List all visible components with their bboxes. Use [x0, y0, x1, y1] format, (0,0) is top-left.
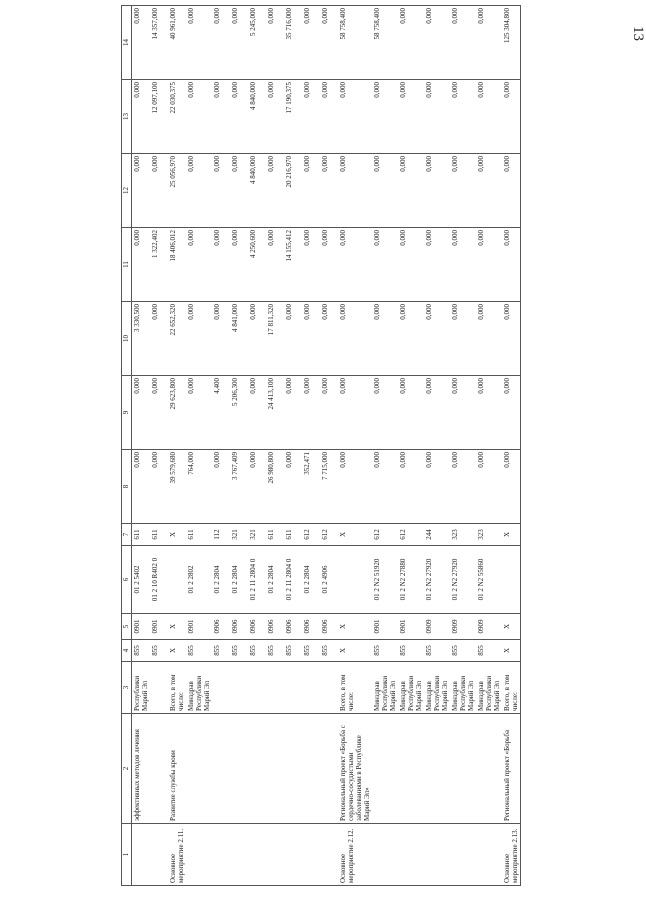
- table-cell: 0,000: [372, 80, 398, 154]
- table-cell: 0,000: [476, 376, 502, 450]
- table-cell: 611: [266, 524, 284, 546]
- table-cell: 0,000: [424, 154, 450, 228]
- table-cell: 855: [476, 640, 502, 662]
- table-cell: 0,000: [372, 376, 398, 450]
- table-cell: 0,000: [338, 450, 372, 524]
- column-header: 8: [122, 450, 132, 524]
- table-cell: Минздрав Республики Марий Эл: [424, 662, 450, 714]
- table-cell: 0,000: [372, 302, 398, 376]
- table-cell: 244: [424, 524, 450, 546]
- table-cell: 0901: [186, 614, 212, 640]
- table-cell: Основное мероприятие 2.12.: [338, 824, 372, 886]
- table-cell: 855: [248, 640, 266, 662]
- table-cell: 0,000: [476, 80, 502, 154]
- table-cell: [150, 662, 168, 714]
- table-cell: Основное мероприятие 2.13.: [502, 824, 521, 886]
- table-cell: 0,000: [338, 302, 372, 376]
- table-cell: 0,000: [266, 154, 284, 228]
- table-cell: [266, 824, 284, 886]
- table-cell: 0901: [150, 614, 168, 640]
- table-cell: 0,000: [502, 154, 521, 228]
- table-cell: 0,000: [284, 450, 302, 524]
- table-cell: [150, 824, 168, 886]
- table-cell: Развитие службы крови: [168, 714, 186, 824]
- table-cell: 0,000: [424, 302, 450, 376]
- table-cell: [248, 824, 266, 886]
- table-cell: 01 2 5402: [132, 546, 151, 614]
- table-cell: 0,000: [398, 376, 424, 450]
- table-cell: 0,000: [248, 450, 266, 524]
- table-cell: [372, 824, 398, 886]
- table-cell: 0,000: [398, 302, 424, 376]
- table-cell: 0,000: [212, 302, 230, 376]
- table-cell: 0,000: [450, 228, 476, 302]
- column-header: 7: [122, 524, 132, 546]
- table-cell: [502, 546, 521, 614]
- table-cell: 0,000: [230, 154, 248, 228]
- table-cell: 0,000: [186, 302, 212, 376]
- table-cell: 0,000: [372, 154, 398, 228]
- table-body: [132, 6, 521, 886]
- table-cell: 612: [302, 524, 320, 546]
- table-cell: [398, 714, 424, 824]
- table-row: [372, 6, 398, 886]
- table-cell: Минздрав Республики Марий Эл: [450, 662, 476, 714]
- table-cell: [338, 546, 372, 614]
- table-cell: 855: [450, 640, 476, 662]
- table-cell: 855: [212, 640, 230, 662]
- table-cell: 18 406,012: [168, 228, 186, 302]
- table-cell: Региональный проект «Борьба с сердечно-сосудистыми заболеваниями в Республике Марий Эл»: [338, 714, 372, 824]
- table-cell: [212, 714, 230, 824]
- table-cell: 0,000: [132, 80, 151, 154]
- table-cell: [424, 714, 450, 824]
- table-cell: 0,000: [302, 228, 320, 302]
- table-cell: Минздрав Республики Марий Эл: [372, 662, 398, 714]
- table-cell: 0,000: [424, 450, 450, 524]
- table-cell: [476, 714, 502, 824]
- table-cell: 0,000: [338, 154, 372, 228]
- table-cell: 125 304,800: [502, 6, 521, 80]
- table-cell: 17 190,375: [284, 80, 302, 154]
- table-cell: 01 2 N2 27920: [424, 546, 450, 614]
- budget-table-container: [121, 6, 641, 886]
- table-cell: 0,000: [320, 154, 338, 228]
- table-cell: 0,000: [186, 80, 212, 154]
- table-cell: [266, 714, 284, 824]
- table-cell: [284, 662, 302, 714]
- table-cell: 0906: [320, 614, 338, 640]
- table-cell: 0,000: [372, 450, 398, 524]
- table-cell: [186, 824, 212, 886]
- table-row: [150, 6, 168, 886]
- table-cell: 0906: [284, 614, 302, 640]
- table-cell: [450, 824, 476, 886]
- table-row: [132, 6, 151, 886]
- table-cell: 855: [424, 640, 450, 662]
- table-cell: 01 2 N2 27880: [398, 546, 424, 614]
- table-cell: 323: [476, 524, 502, 546]
- table-cell: 14 357,000: [150, 6, 168, 80]
- table-cell: [320, 714, 338, 824]
- table-cell: 0,000: [338, 376, 372, 450]
- table-cell: 0,000: [266, 80, 284, 154]
- table-cell: 0,000: [230, 6, 248, 80]
- table-cell: 01 2 11 2804 0: [284, 546, 302, 614]
- table-cell: 0,000: [266, 6, 284, 80]
- table-cell: 0,000: [150, 376, 168, 450]
- column-header: 10: [122, 302, 132, 376]
- table-cell: 0909: [424, 614, 450, 640]
- table-cell: [302, 662, 320, 714]
- table-cell: 0,000: [450, 6, 476, 80]
- table-cell: 1 322,402: [150, 228, 168, 302]
- table-cell: 855: [398, 640, 424, 662]
- table-cell: Минздрав Республики Марий Эл: [186, 662, 212, 714]
- table-cell: 0,000: [398, 154, 424, 228]
- table-row: [450, 6, 476, 886]
- table-cell: 0,000: [302, 154, 320, 228]
- table-cell: 611: [150, 524, 168, 546]
- column-header: 9: [122, 376, 132, 450]
- table-cell: [398, 824, 424, 886]
- table-cell: 0,000: [186, 376, 212, 450]
- table-cell: эффективных методов лечения: [132, 714, 151, 824]
- table-cell: 01 2 2802: [186, 546, 212, 614]
- table-cell: 0,000: [502, 450, 521, 524]
- table-cell: 0,000: [424, 228, 450, 302]
- table-cell: X: [168, 524, 186, 546]
- table-row: [284, 6, 302, 886]
- table-cell: 0,000: [150, 154, 168, 228]
- table-cell: 0,000: [186, 154, 212, 228]
- table-cell: 0,000: [212, 6, 230, 80]
- table-cell: 0909: [476, 614, 502, 640]
- table-cell: 24 413,100: [266, 376, 284, 450]
- table-row: [398, 6, 424, 886]
- table-cell: 01 2 2804: [212, 546, 230, 614]
- table-cell: 0,000: [502, 376, 521, 450]
- table-cell: X: [502, 640, 521, 662]
- table-cell: 855: [186, 640, 212, 662]
- table-cell: [372, 714, 398, 824]
- table-cell: [284, 714, 302, 824]
- table-cell: 855: [266, 640, 284, 662]
- table-cell: 20 216,970: [284, 154, 302, 228]
- table-cell: [320, 824, 338, 886]
- table-cell: 12 097,100: [150, 80, 168, 154]
- table-cell: 0,000: [450, 80, 476, 154]
- table-cell: 0,000: [212, 154, 230, 228]
- table-cell: 0,000: [320, 228, 338, 302]
- table-row: [476, 6, 502, 886]
- table-cell: 58 758,400: [372, 6, 398, 80]
- table-cell: 855: [284, 640, 302, 662]
- table-cell: X: [168, 614, 186, 640]
- table-cell: 0901: [398, 614, 424, 640]
- table-cell: 0,000: [502, 302, 521, 376]
- table-cell: 0,000: [284, 376, 302, 450]
- table-cell: [230, 662, 248, 714]
- table-cell: 855: [372, 640, 398, 662]
- table-cell: 0,000: [132, 376, 151, 450]
- table-row: [248, 6, 266, 886]
- table-cell: 58 758,400: [338, 6, 372, 80]
- table-cell: 01 2 N2 27920: [450, 546, 476, 614]
- table-cell: 7 715,000: [320, 450, 338, 524]
- table-cell: X: [502, 524, 521, 546]
- table-cell: 0906: [266, 614, 284, 640]
- table-cell: Минздрав Республики Марий Эл: [476, 662, 502, 714]
- table-cell: Всего, в том числе:: [168, 662, 186, 714]
- table-cell: 0,000: [230, 80, 248, 154]
- table-cell: X: [338, 524, 372, 546]
- table-cell: 855: [230, 640, 248, 662]
- table-cell: 17 811,320: [266, 302, 284, 376]
- column-header: 5: [122, 614, 132, 640]
- table-cell: 0,000: [212, 450, 230, 524]
- column-header: 14: [122, 6, 132, 80]
- column-header: 13: [122, 80, 132, 154]
- table-cell: 01 2 2804: [266, 546, 284, 614]
- table-cell: Всего, в том числе:: [338, 662, 372, 714]
- table-cell: 611: [132, 524, 151, 546]
- table-cell: 0,000: [320, 376, 338, 450]
- table-cell: 0,000: [424, 6, 450, 80]
- table-cell: 26 980,800: [266, 450, 284, 524]
- table-row: [168, 6, 186, 886]
- table-cell: 0,000: [450, 376, 476, 450]
- table-cell: [230, 714, 248, 824]
- table-cell: [248, 714, 266, 824]
- table-cell: 0,000: [212, 228, 230, 302]
- table-cell: [302, 824, 320, 886]
- table-cell: X: [338, 614, 372, 640]
- table-cell: 0906: [230, 614, 248, 640]
- table-cell: 0906: [302, 614, 320, 640]
- table-cell: 0,000: [476, 450, 502, 524]
- table-cell: 01 2 N2 51920: [372, 546, 398, 614]
- table-cell: 01 2 N2 55860: [476, 546, 502, 614]
- table-cell: 321: [230, 524, 248, 546]
- table-cell: 0,000: [132, 154, 151, 228]
- table-row: [186, 6, 212, 886]
- table-cell: 0901: [132, 614, 151, 640]
- table-cell: X: [502, 614, 521, 640]
- table-cell: Республики Марий Эл: [132, 662, 151, 714]
- table-cell: 29 623,800: [168, 376, 186, 450]
- table-cell: 0,000: [132, 228, 151, 302]
- table-cell: [476, 824, 502, 886]
- column-header: 3: [122, 662, 132, 714]
- table-cell: 0906: [212, 614, 230, 640]
- column-header: 4: [122, 640, 132, 662]
- table-cell: 0,000: [186, 228, 212, 302]
- table-cell: 0,000: [150, 302, 168, 376]
- table-cell: 0,000: [476, 6, 502, 80]
- table-cell: 0,000: [212, 80, 230, 154]
- table-cell: [320, 662, 338, 714]
- table-cell: 112: [212, 524, 230, 546]
- table-cell: 612: [320, 524, 338, 546]
- table-cell: 0,000: [338, 80, 372, 154]
- table-cell: 0,000: [132, 450, 151, 524]
- table-cell: 0,000: [284, 302, 302, 376]
- table-cell: X: [338, 640, 372, 662]
- table-cell: Всего, в том числе:: [502, 662, 521, 714]
- table-cell: 855: [320, 640, 338, 662]
- table-cell: 0,000: [450, 450, 476, 524]
- table-cell: 612: [372, 524, 398, 546]
- table-cell: 14 155,412: [284, 228, 302, 302]
- table-cell: 0,000: [302, 80, 320, 154]
- table-cell: 0,000: [186, 6, 212, 80]
- table-cell: [132, 824, 151, 886]
- column-header: 6: [122, 546, 132, 614]
- table-cell: 0,000: [248, 302, 266, 376]
- table-cell: [248, 662, 266, 714]
- table-cell: [212, 662, 230, 714]
- table-cell: [230, 824, 248, 886]
- table-cell: 25 056,970: [168, 154, 186, 228]
- table-cell: 0901: [372, 614, 398, 640]
- table-row: [266, 6, 284, 886]
- table-cell: 764,000: [186, 450, 212, 524]
- table-cell: 0,000: [502, 228, 521, 302]
- table-cell: 22 030,375: [168, 80, 186, 154]
- table-cell: 0,000: [372, 228, 398, 302]
- table-cell: [266, 662, 284, 714]
- table-cell: 22 652,320: [168, 302, 186, 376]
- table-cell: 323: [450, 524, 476, 546]
- table-cell: 0,000: [398, 6, 424, 80]
- table-row: [502, 6, 521, 886]
- table-cell: 321: [248, 524, 266, 546]
- table-cell: 0,000: [450, 154, 476, 228]
- table-cell: [302, 714, 320, 824]
- table-cell: 612: [398, 524, 424, 546]
- table-cell: [186, 714, 212, 824]
- table-row: [302, 6, 320, 886]
- table-cell: 4 840,000: [248, 154, 266, 228]
- table-row: [212, 6, 230, 886]
- table-cell: 35 716,000: [284, 6, 302, 80]
- table-cell: 01 2 2804: [230, 546, 248, 614]
- table-row: [320, 6, 338, 886]
- table-row: [424, 6, 450, 886]
- table-cell: 3 330,500: [132, 302, 151, 376]
- table-cell: 5 245,000: [248, 6, 266, 80]
- table-cell: 0,000: [398, 228, 424, 302]
- table-cell: 0,000: [450, 302, 476, 376]
- table-row: [230, 6, 248, 886]
- table-cell: [168, 546, 186, 614]
- table-cell: 0,000: [132, 6, 151, 80]
- table-cell: 01 2 4906: [320, 546, 338, 614]
- table-cell: 0,000: [476, 228, 502, 302]
- table-cell: 0,000: [476, 302, 502, 376]
- table-cell: 4 250,600: [248, 228, 266, 302]
- column-header: 12: [122, 154, 132, 228]
- table-cell: 4 840,000: [248, 80, 266, 154]
- table-cell: 0,000: [502, 80, 521, 154]
- table-cell: 0,000: [424, 376, 450, 450]
- table-cell: 0906: [248, 614, 266, 640]
- table-cell: 611: [284, 524, 302, 546]
- table-cell: 855: [132, 640, 151, 662]
- table-cell: 0,000: [248, 376, 266, 450]
- table-cell: 5 206,300: [230, 376, 248, 450]
- page-number: 13: [630, 26, 646, 41]
- column-header: 11: [122, 228, 132, 302]
- table-cell: 3 767,409: [230, 450, 248, 524]
- table-cell: 0,000: [302, 376, 320, 450]
- table-cell: [450, 714, 476, 824]
- table-cell: 01 2 2804: [302, 546, 320, 614]
- column-header: 2: [122, 714, 132, 824]
- column-header: 1: [122, 824, 132, 886]
- table-cell: [150, 714, 168, 824]
- table-cell: 0,000: [230, 228, 248, 302]
- table-cell: 0,000: [398, 80, 424, 154]
- table-cell: 0,000: [320, 6, 338, 80]
- table-cell: [424, 824, 450, 886]
- table-cell: 855: [150, 640, 168, 662]
- table-cell: 0,000: [320, 302, 338, 376]
- table-cell: 40 961,000: [168, 6, 186, 80]
- table-header-row: [122, 6, 132, 886]
- budget-table: [121, 5, 521, 886]
- table-row: [338, 6, 372, 886]
- table-cell: 4 841,000: [230, 302, 248, 376]
- table-cell: 0,000: [302, 302, 320, 376]
- table-cell: 855: [302, 640, 320, 662]
- table-cell: 0,000: [320, 80, 338, 154]
- table-cell: 611: [186, 524, 212, 546]
- table-cell: 352,471: [302, 450, 320, 524]
- table-cell: [284, 824, 302, 886]
- table-cell: 39 579,680: [168, 450, 186, 524]
- table-cell: Минздрав Республики Марий Эл: [398, 662, 424, 714]
- table-cell: [212, 824, 230, 886]
- table-cell: 0,000: [476, 154, 502, 228]
- table-cell: 0,000: [150, 450, 168, 524]
- table-cell: 0,000: [338, 228, 372, 302]
- table-cell: Основное мероприятие 2.11.: [168, 824, 186, 886]
- table-cell: 0,000: [266, 228, 284, 302]
- table-cell: 01 2 10 R402 0: [150, 546, 168, 614]
- table-cell: X: [168, 640, 186, 662]
- table-cell: 0909: [450, 614, 476, 640]
- table-cell: 0,000: [398, 450, 424, 524]
- table-cell: 4,400: [212, 376, 230, 450]
- table-cell: Региональный проект «Борьба: [502, 714, 521, 824]
- table-cell: 0,000: [424, 80, 450, 154]
- table-cell: 01 2 11 2804 0: [248, 546, 266, 614]
- table-cell: 0,000: [302, 6, 320, 80]
